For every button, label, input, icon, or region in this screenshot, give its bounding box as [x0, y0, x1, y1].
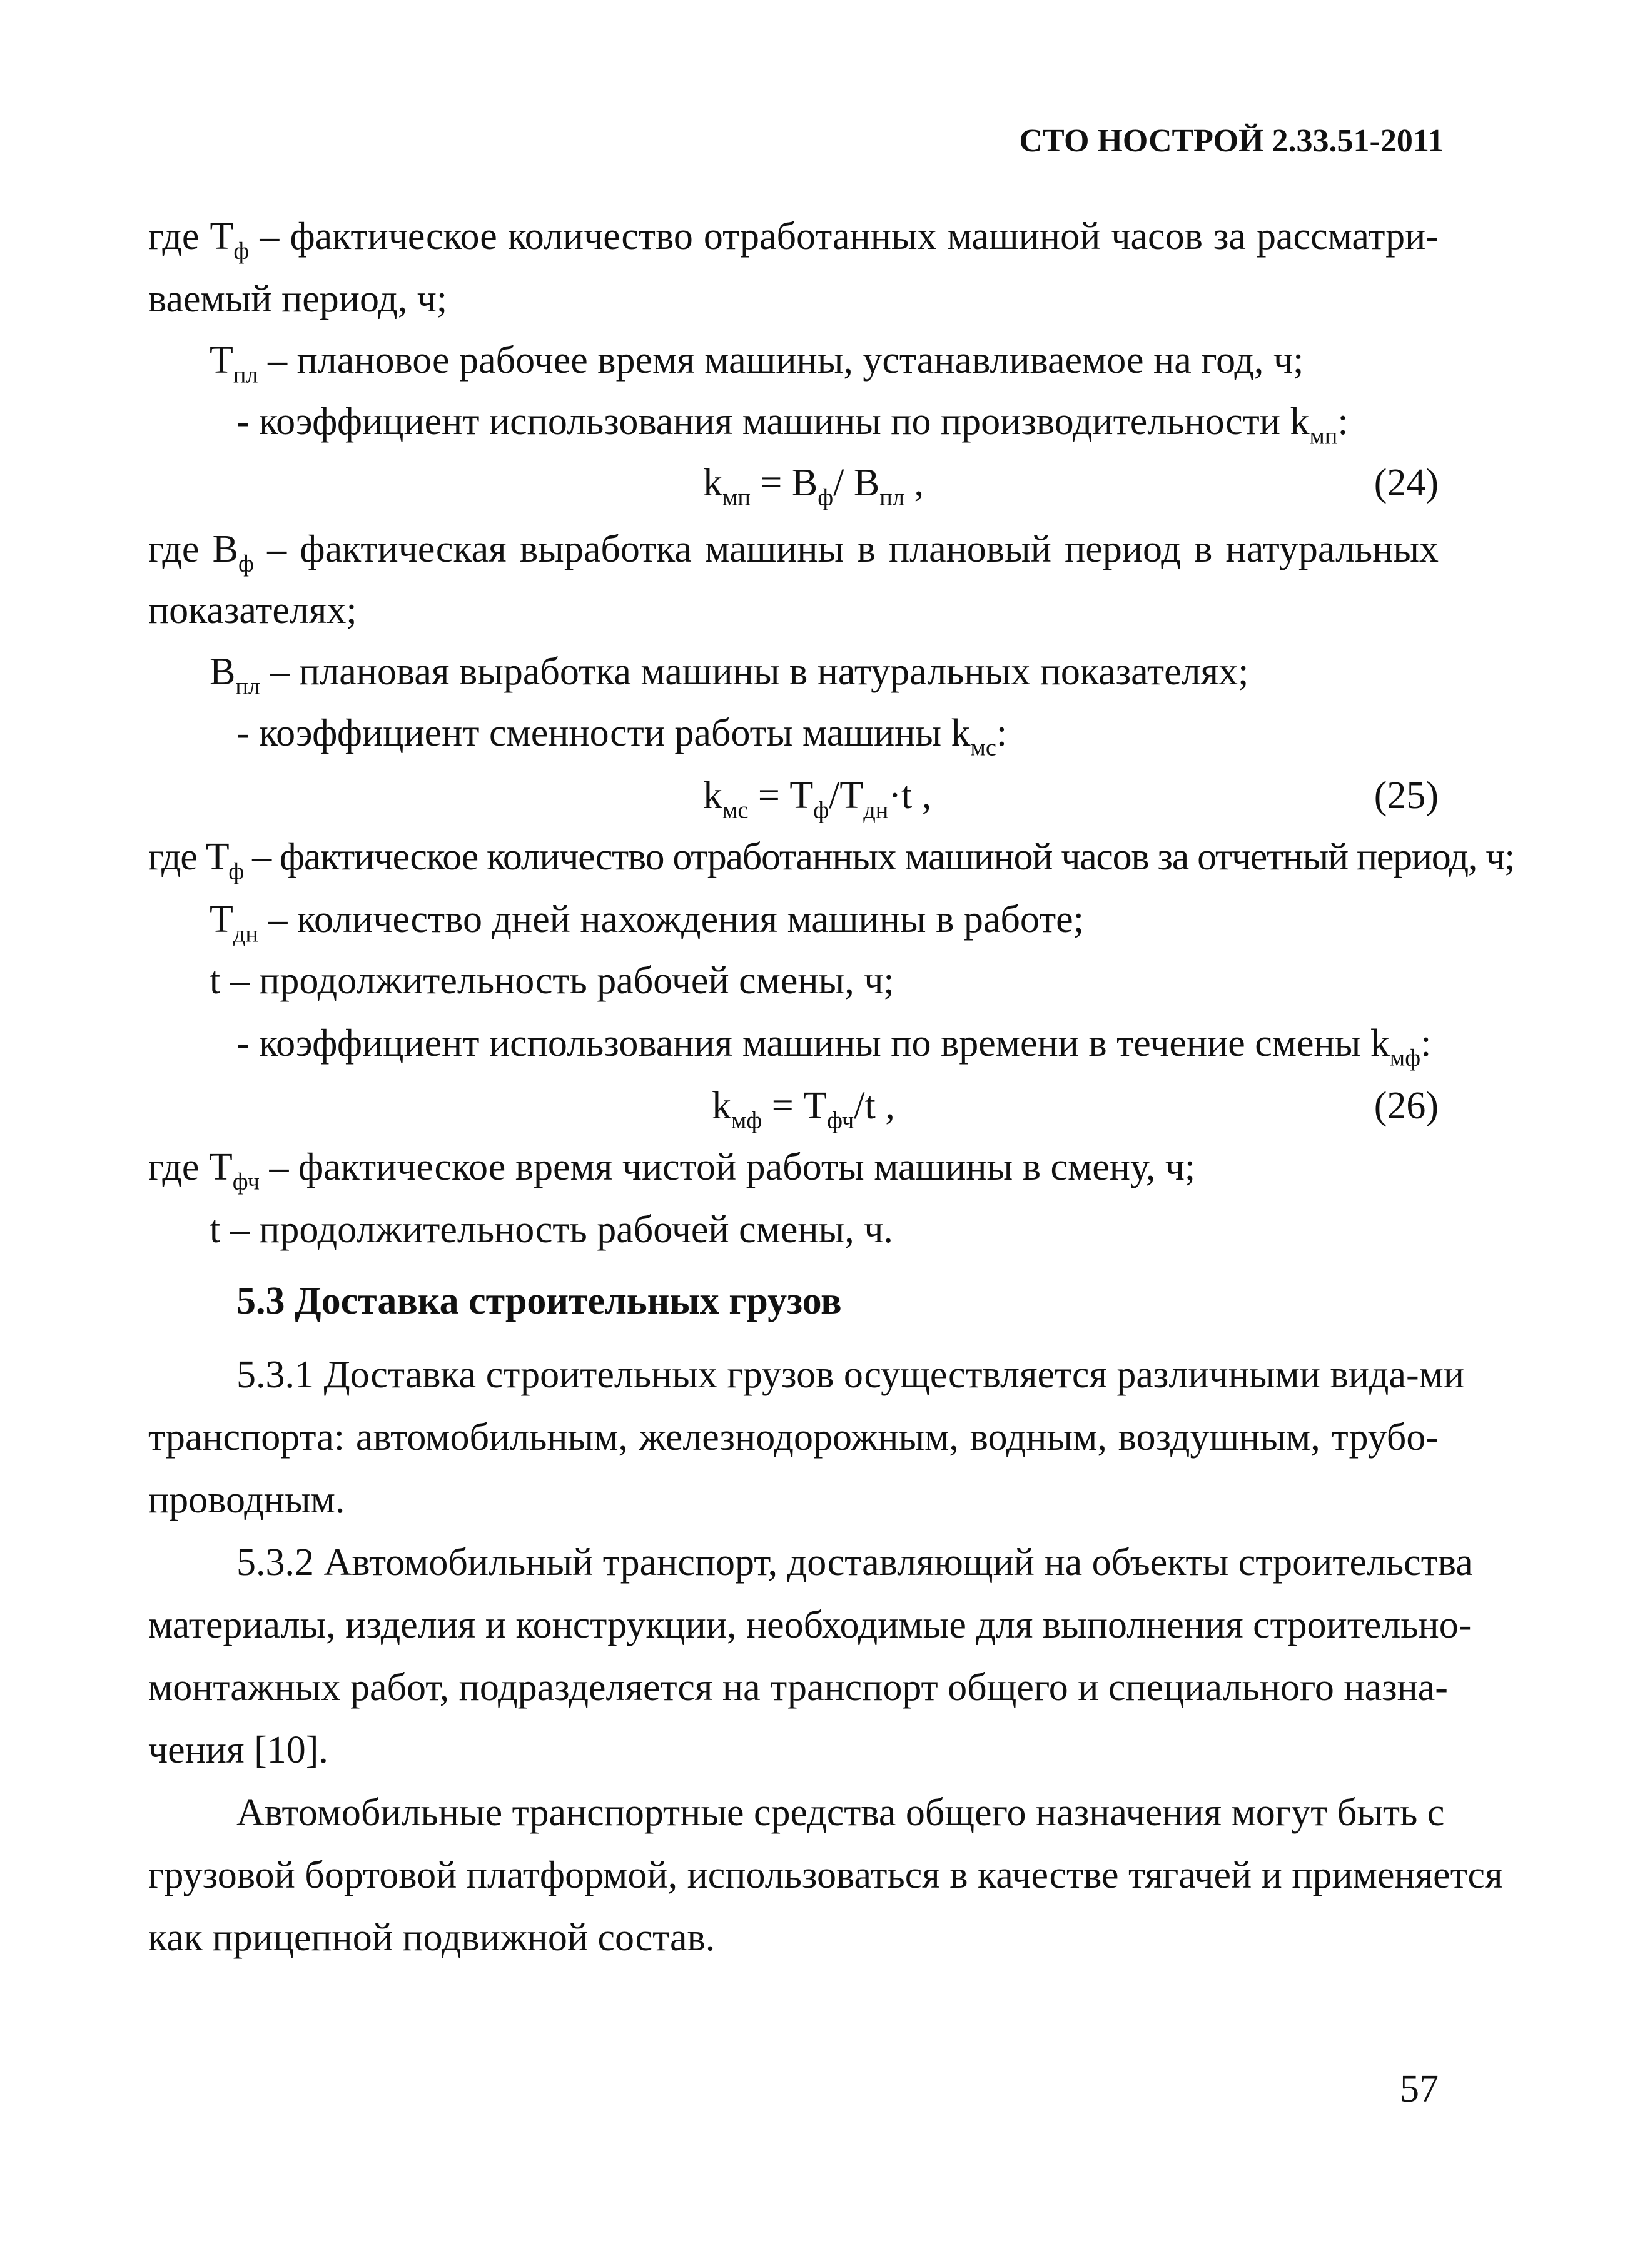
paragraph-line: грузовой бортовой платформой, использоваться в качестве тягачей и применяется: [148, 1854, 1503, 1896]
paragraph-line: монтажных работ, подразделяется на транспорт общего и специального назна-: [148, 1666, 1448, 1709]
text-line: t – продолжительность рабочей смены, ч.: [210, 1208, 893, 1251]
paragraph-line: транспорта: автомобильным, железнодорожным, водным, воздушным, трубо-: [148, 1416, 1439, 1459]
formula-26: $k_{мф} = T_{фч}/t$ ,: [712, 1085, 895, 1134]
text-line: - коэффициент сменности работы машины $k_{мс}$:: [236, 712, 1008, 761]
document-code-header: СТО НОСТРОЙ 2.33.51-2011: [1019, 123, 1444, 159]
text-line: где $T_ф$ – фактическое количество отработанных машиной часов за отчетный период, ч;: [148, 836, 1515, 885]
text-line: t – продолжительность рабочей смены, ч;: [210, 959, 894, 1002]
formula-25: $k_{мс} = T_ф/T_{дн}\cdot t$ ,: [703, 774, 932, 824]
section-heading: 5.3 Доставка строительных грузов: [236, 1280, 842, 1322]
paragraph-line: чения [10].: [148, 1729, 328, 1771]
page-number: 57: [1400, 2068, 1439, 2110]
text-line: где $B_ф$ – фактическая выработка машины в плановый период в натуральных: [148, 528, 1439, 577]
text-line: - коэффициент использования машины по времени в течение смены $k_{мф}$:: [236, 1022, 1432, 1071]
text-line: показателях;: [148, 589, 357, 632]
formula-24: $k_{мп} = B_ф/$ $B_{пл}$ ,: [703, 462, 924, 511]
text-line: ваемый период, ч;: [148, 278, 448, 320]
paragraph-line: материалы, изделия и конструкции, необходимые для выполнения строительно-: [148, 1604, 1472, 1646]
text-line: где $T_ф$ – фактическое количество отработанных машиной часов за рассматри-: [148, 215, 1439, 265]
text-line: - коэффициент использования машины по производительности $k_{мп}$:: [236, 400, 1349, 450]
paragraph-line: 5.3.1 Доставка строительных грузов осуществляется различными вида-ми: [236, 1354, 1465, 1396]
formula-number: (24): [1374, 462, 1439, 504]
text-line: где $T_{фч}$ – фактическое время чистой работы машины в смену, ч;: [148, 1146, 1196, 1195]
paragraph-line: проводным.: [148, 1479, 345, 1521]
text-line: $T_{пл}$ – плановое рабочее время машины, устанавливаемое на год, ч;: [210, 339, 1304, 388]
text-line: $T_{дн}$ – количество дней нахождения машины в работе;: [210, 898, 1084, 948]
text-line: $B_{пл}$ – плановая выработка машины в натуральных показателях;: [210, 651, 1249, 700]
paragraph-line: как прицепной подвижной состав.: [148, 1916, 716, 1959]
paragraph-line: 5.3.2 Автомобильный транспорт, доставляющий на объекты строительства: [236, 1541, 1473, 1584]
formula-number: (25): [1374, 774, 1439, 817]
formula-number: (26): [1374, 1085, 1439, 1127]
paragraph-line: Автомобильные транспортные средства общего назначения могут быть с: [236, 1791, 1445, 1834]
